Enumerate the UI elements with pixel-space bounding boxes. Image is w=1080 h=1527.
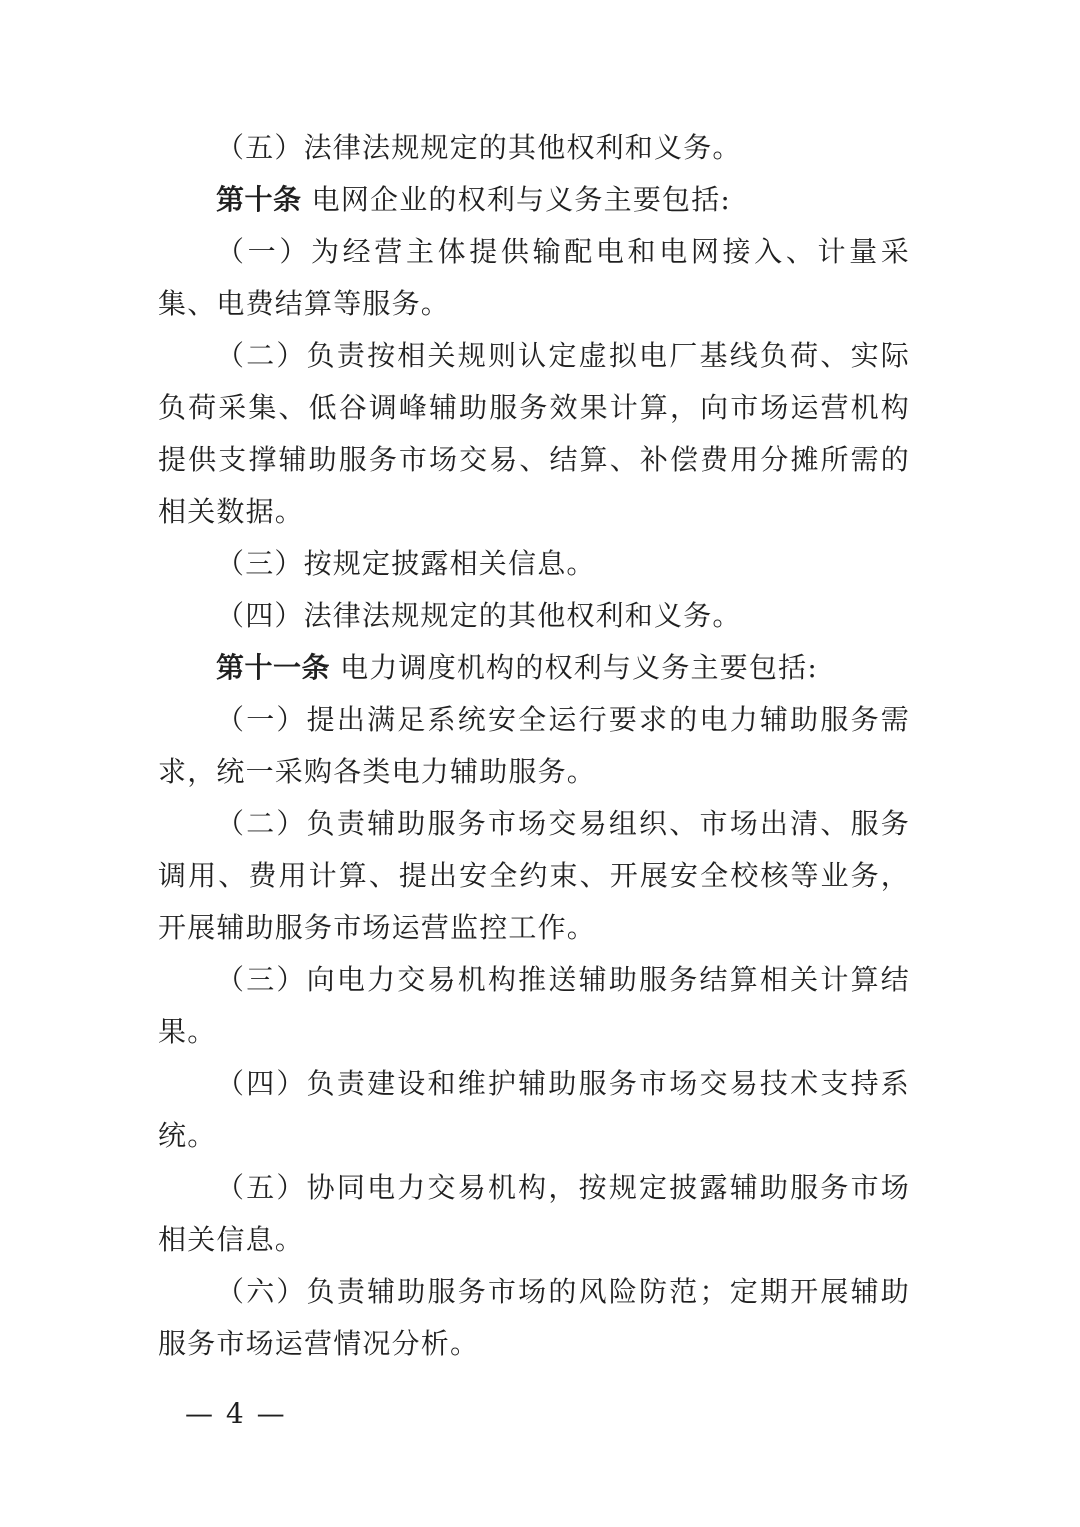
article-10-heading (158, 174, 910, 226)
article-10-item-4 (158, 590, 910, 642)
paragraph-text: （一）提出满足系统安全运行要求的电力辅助服务需求，统一采购各类电力辅助服务。 (158, 703, 910, 788)
paragraph-text: （三）向电力交易机构推送辅助服务结算相关计算结果。 (158, 963, 910, 1048)
paragraph-text: （三）按规定披露相关信息。 (216, 547, 596, 580)
article-10-item-1 (158, 226, 910, 330)
paragraph-text: （一）为经营主体提供输配电和电网接入、计量采集、电费结算等服务。 (158, 235, 910, 320)
article-11-item-4 (158, 1058, 910, 1162)
paragraph-text: （四）法律法规规定的其他权利和义务。 (216, 599, 742, 632)
paragraph-clause-5 (158, 122, 910, 174)
paragraph-text: （六）负责辅助服务市场的风险防范；定期开展辅助服务市场运营情况分析。 (158, 1275, 910, 1360)
paragraph-text: （二）负责辅助服务市场交易组织、市场出清、服务调用、费用计算、提出安全约束、开展安全校核等业务，开展辅助服务市场运营监控工作。 (158, 807, 910, 944)
article-11-item-3 (158, 954, 910, 1058)
paragraph-text: 电网企业的权利与义务主要包括: (301, 183, 732, 216)
article-number: 第十条 (216, 183, 302, 216)
article-number: 第十一条 (216, 651, 331, 684)
paragraph-text: 电力调度机构的权利与义务主要包括: (330, 651, 818, 684)
page-number: — 4 — (185, 1397, 287, 1430)
document-body (158, 122, 910, 1370)
article-11-item-5 (158, 1162, 910, 1266)
article-11-item-6 (158, 1266, 910, 1370)
paragraph-text: （五）法律法规规定的其他权利和义务。 (216, 131, 742, 164)
article-11-item-2 (158, 798, 910, 954)
article-10-item-3 (158, 538, 910, 590)
article-11-item-1 (158, 694, 910, 798)
article-10-item-2 (158, 330, 910, 538)
paragraph-text: （二）负责按相关规则认定虚拟电厂基线负荷、实际负荷采集、低谷调峰辅助服务效果计算，向市场运营机构提供支撑辅助服务市场交易、结算、补偿费用分摊所需的相关数据。 (158, 339, 910, 528)
paragraph-text: （四）负责建设和维护辅助服务市场交易技术支持系统。 (158, 1067, 910, 1152)
article-11-heading (158, 642, 910, 694)
paragraph-text: （五）协同电力交易机构，按规定披露辅助服务市场相关信息。 (158, 1171, 910, 1256)
